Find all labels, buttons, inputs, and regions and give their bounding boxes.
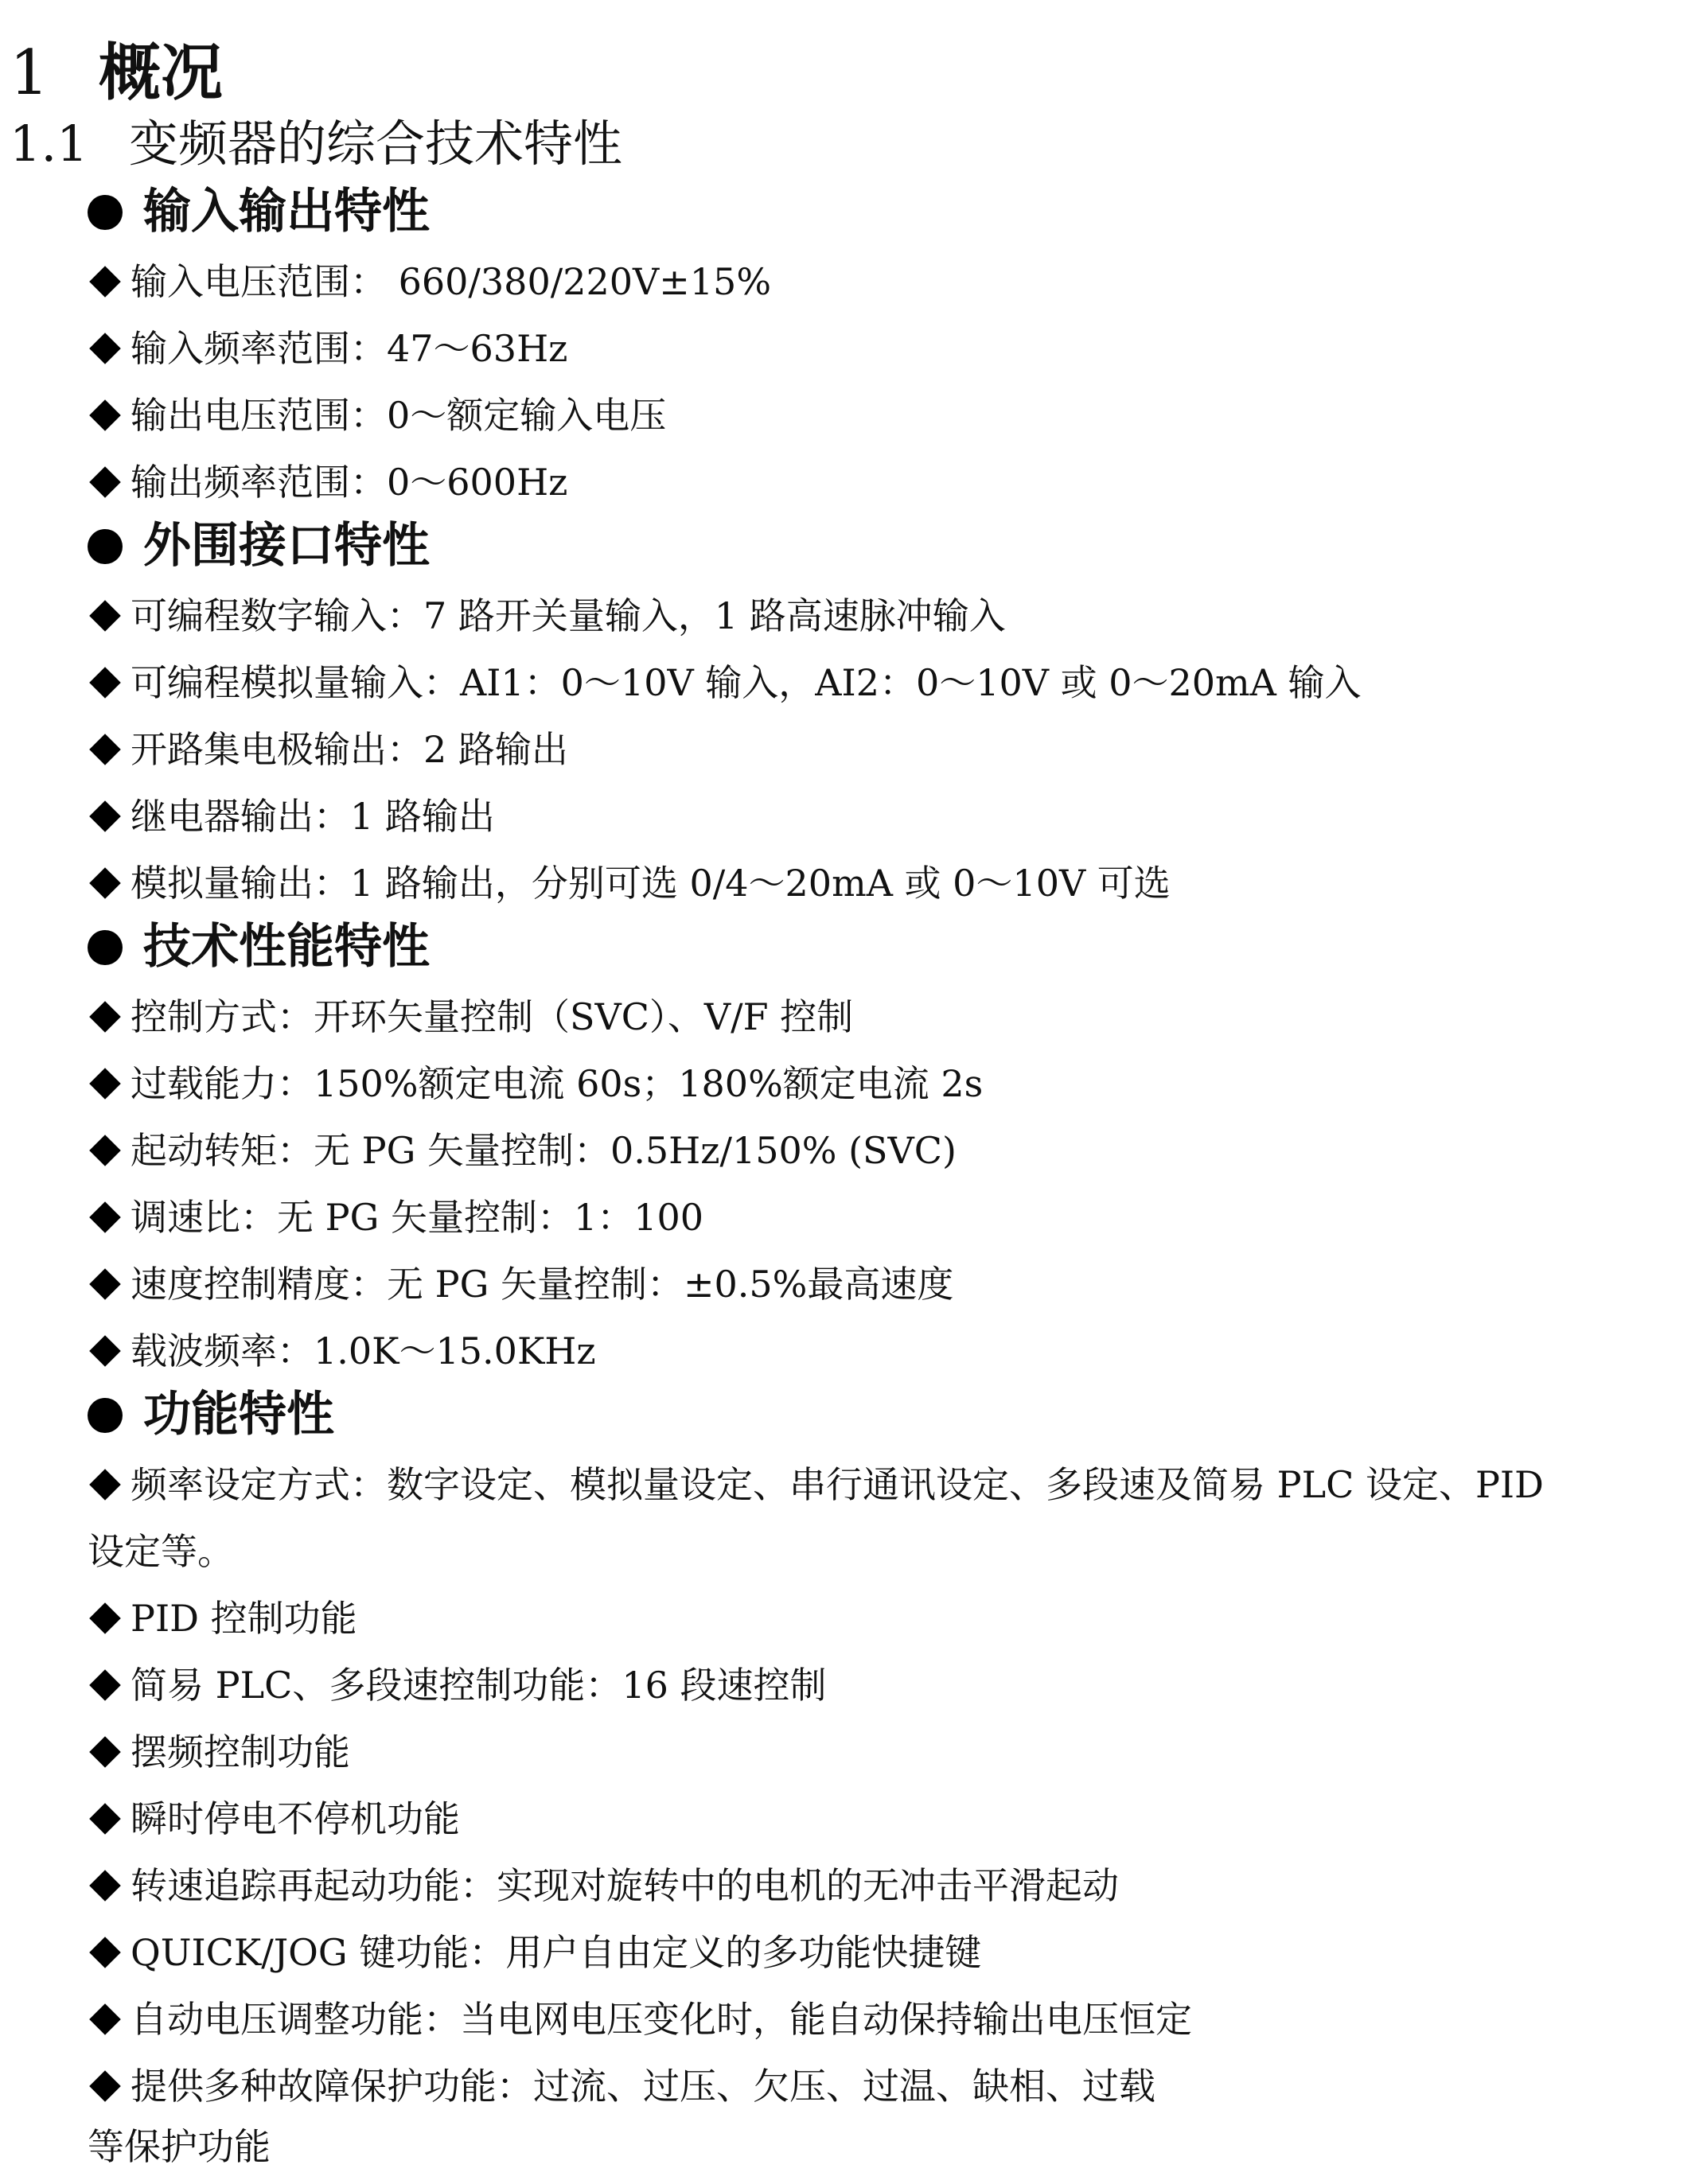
list-item-text: 转速追踪再起动功能：实现对旋转中的电机的无冲击平滑起动	[131, 1864, 1119, 1907]
diamond-bullet-icon	[89, 867, 121, 899]
bullet-dot-icon	[88, 529, 123, 564]
list-item-continuation: 等保护功能	[88, 2125, 271, 2168]
diamond-bullet-icon	[89, 1068, 121, 1100]
list-item	[88, 850, 1171, 917]
list-item	[88, 1652, 826, 1719]
list-item	[88, 1919, 981, 1986]
list-item-text: 模拟量输出：1 路输出，分别可选 0/4～20mA 或 0～10V 可选	[131, 862, 1171, 905]
list-item	[88, 716, 568, 783]
diamond-bullet-icon	[89, 1736, 121, 1768]
list-item-text: 控制方式：开环矢量控制（SVC）、V/F 控制	[131, 995, 854, 1038]
subsection-title-text: 技术性能特性	[143, 919, 430, 975]
subsection-title-interface	[88, 512, 430, 579]
list-item-text: 输出频率范围：0～600Hz	[131, 461, 568, 504]
diamond-bullet-icon	[89, 1135, 121, 1166]
diamond-bullet-icon	[89, 667, 121, 699]
chapter-title: 概况	[99, 37, 224, 109]
list-item	[88, 1852, 1119, 1919]
diamond-bullet-icon	[89, 2003, 121, 2035]
list-item	[88, 248, 771, 315]
section-title: 变频器的综合技术特性	[129, 115, 623, 173]
subsection-title-io	[88, 178, 430, 245]
subsection-title-text: 输入输出特性	[143, 184, 430, 239]
diamond-bullet-icon	[89, 1803, 121, 1835]
subsection-title-text: 外围接口特性	[143, 518, 430, 574]
list-item	[88, 1451, 1544, 1518]
list-item-text: 简易 PLC、多段速控制功能：16 段速控制	[131, 1664, 827, 1707]
diamond-bullet-icon	[89, 734, 121, 765]
list-item	[88, 649, 1361, 716]
list-item-text: 提供多种故障保护功能：过流、过压、欠压、过温、缺相、过载	[131, 2065, 1155, 2108]
list-item	[88, 449, 567, 516]
diamond-bullet-icon	[89, 1669, 121, 1701]
list-item	[88, 1585, 357, 1652]
list-item-text: QUICK/JOG 键功能：用户自由定义的多功能快捷键	[131, 1931, 982, 1974]
diamond-bullet-icon	[89, 1268, 121, 1300]
diamond-bullet-icon	[89, 466, 121, 498]
list-item	[88, 1785, 460, 1852]
list-item-text: PID 控制功能	[131, 1597, 357, 1640]
diamond-bullet-icon	[89, 266, 121, 298]
list-item-continuation: 设定等。	[88, 1530, 234, 1573]
list-item-text: 摆频控制功能	[131, 1730, 350, 1773]
subsection-title-functions	[88, 1381, 334, 1448]
list-item-text: 输入频率范围：47～63Hz	[131, 327, 568, 370]
list-item	[88, 983, 853, 1050]
subsection-title-performance	[88, 913, 430, 980]
list-item	[88, 2053, 1155, 2120]
diamond-bullet-icon	[89, 399, 121, 431]
list-item	[88, 1986, 1192, 2053]
list-item-text: 自动电压调整功能：当电网电压变化时，能自动保持输出电压恒定	[131, 1998, 1192, 2041]
diamond-bullet-icon	[89, 1937, 121, 1968]
list-item-text: 调速比：无 PG 矢量控制：1：100	[131, 1196, 704, 1239]
list-item-text: 频率设定方式：数字设定、模拟量设定、串行通讯设定、多段速及简易 PLC 设定、PID	[131, 1463, 1544, 1506]
list-item-text: 起动转矩：无 PG 矢量控制：0.5Hz/150% (SVC)	[131, 1129, 957, 1172]
diamond-bullet-icon	[89, 800, 121, 832]
chapter-number: 1	[10, 37, 49, 109]
list-item-text: 过载能力：150%额定电流 60s；180%额定电流 2s	[131, 1062, 984, 1105]
bullet-dot-icon	[88, 930, 123, 965]
list-item	[88, 1184, 703, 1251]
list-item-text: 载波频率：1.0K～15.0KHz	[131, 1329, 596, 1372]
diamond-bullet-icon	[89, 1001, 121, 1033]
list-item-text: 继电器输出：1 路输出	[131, 795, 495, 838]
section-heading	[10, 108, 622, 180]
diamond-bullet-icon	[89, 333, 121, 364]
list-item	[88, 1050, 983, 1117]
list-item	[88, 315, 567, 382]
bullet-dot-icon	[88, 195, 123, 230]
list-item	[88, 582, 1006, 649]
diamond-bullet-icon	[89, 1201, 121, 1233]
list-item	[88, 783, 495, 850]
diamond-bullet-icon	[89, 1602, 121, 1634]
diamond-bullet-icon	[89, 1335, 121, 1367]
list-item	[88, 1117, 957, 1184]
list-item-text: 输出电压范围：0～额定输入电压	[131, 394, 667, 437]
chapter-heading	[10, 33, 223, 113]
list-item-text: 开路集电极输出：2 路输出	[131, 728, 568, 771]
list-item	[88, 1251, 953, 1318]
diamond-bullet-icon	[89, 1469, 121, 1501]
bullet-dot-icon	[88, 1398, 123, 1433]
list-item	[88, 1719, 350, 1785]
list-item-text: 速度控制精度：无 PG 矢量控制：±0.5%最高速度	[131, 1263, 954, 1306]
list-item	[88, 382, 666, 449]
list-item-text: 可编程模拟量输入：AI1：0～10V 输入，AI2：0～10V 或 0～20mA 输入	[131, 661, 1362, 704]
list-item-text: 输入电压范围： 660/380/220V±15%	[131, 260, 772, 303]
diamond-bullet-icon	[89, 600, 121, 632]
subsection-title-text: 功能特性	[143, 1387, 334, 1442]
diamond-bullet-icon	[89, 2070, 121, 2102]
list-item	[88, 1318, 596, 1384]
section-number: 1.1	[10, 115, 88, 173]
diamond-bullet-icon	[89, 1870, 121, 1902]
list-item-text: 可编程数字输入：7 路开关量输入，1 路高速脉冲输入	[131, 594, 1006, 637]
list-item-text: 瞬时停电不停机功能	[131, 1797, 460, 1840]
